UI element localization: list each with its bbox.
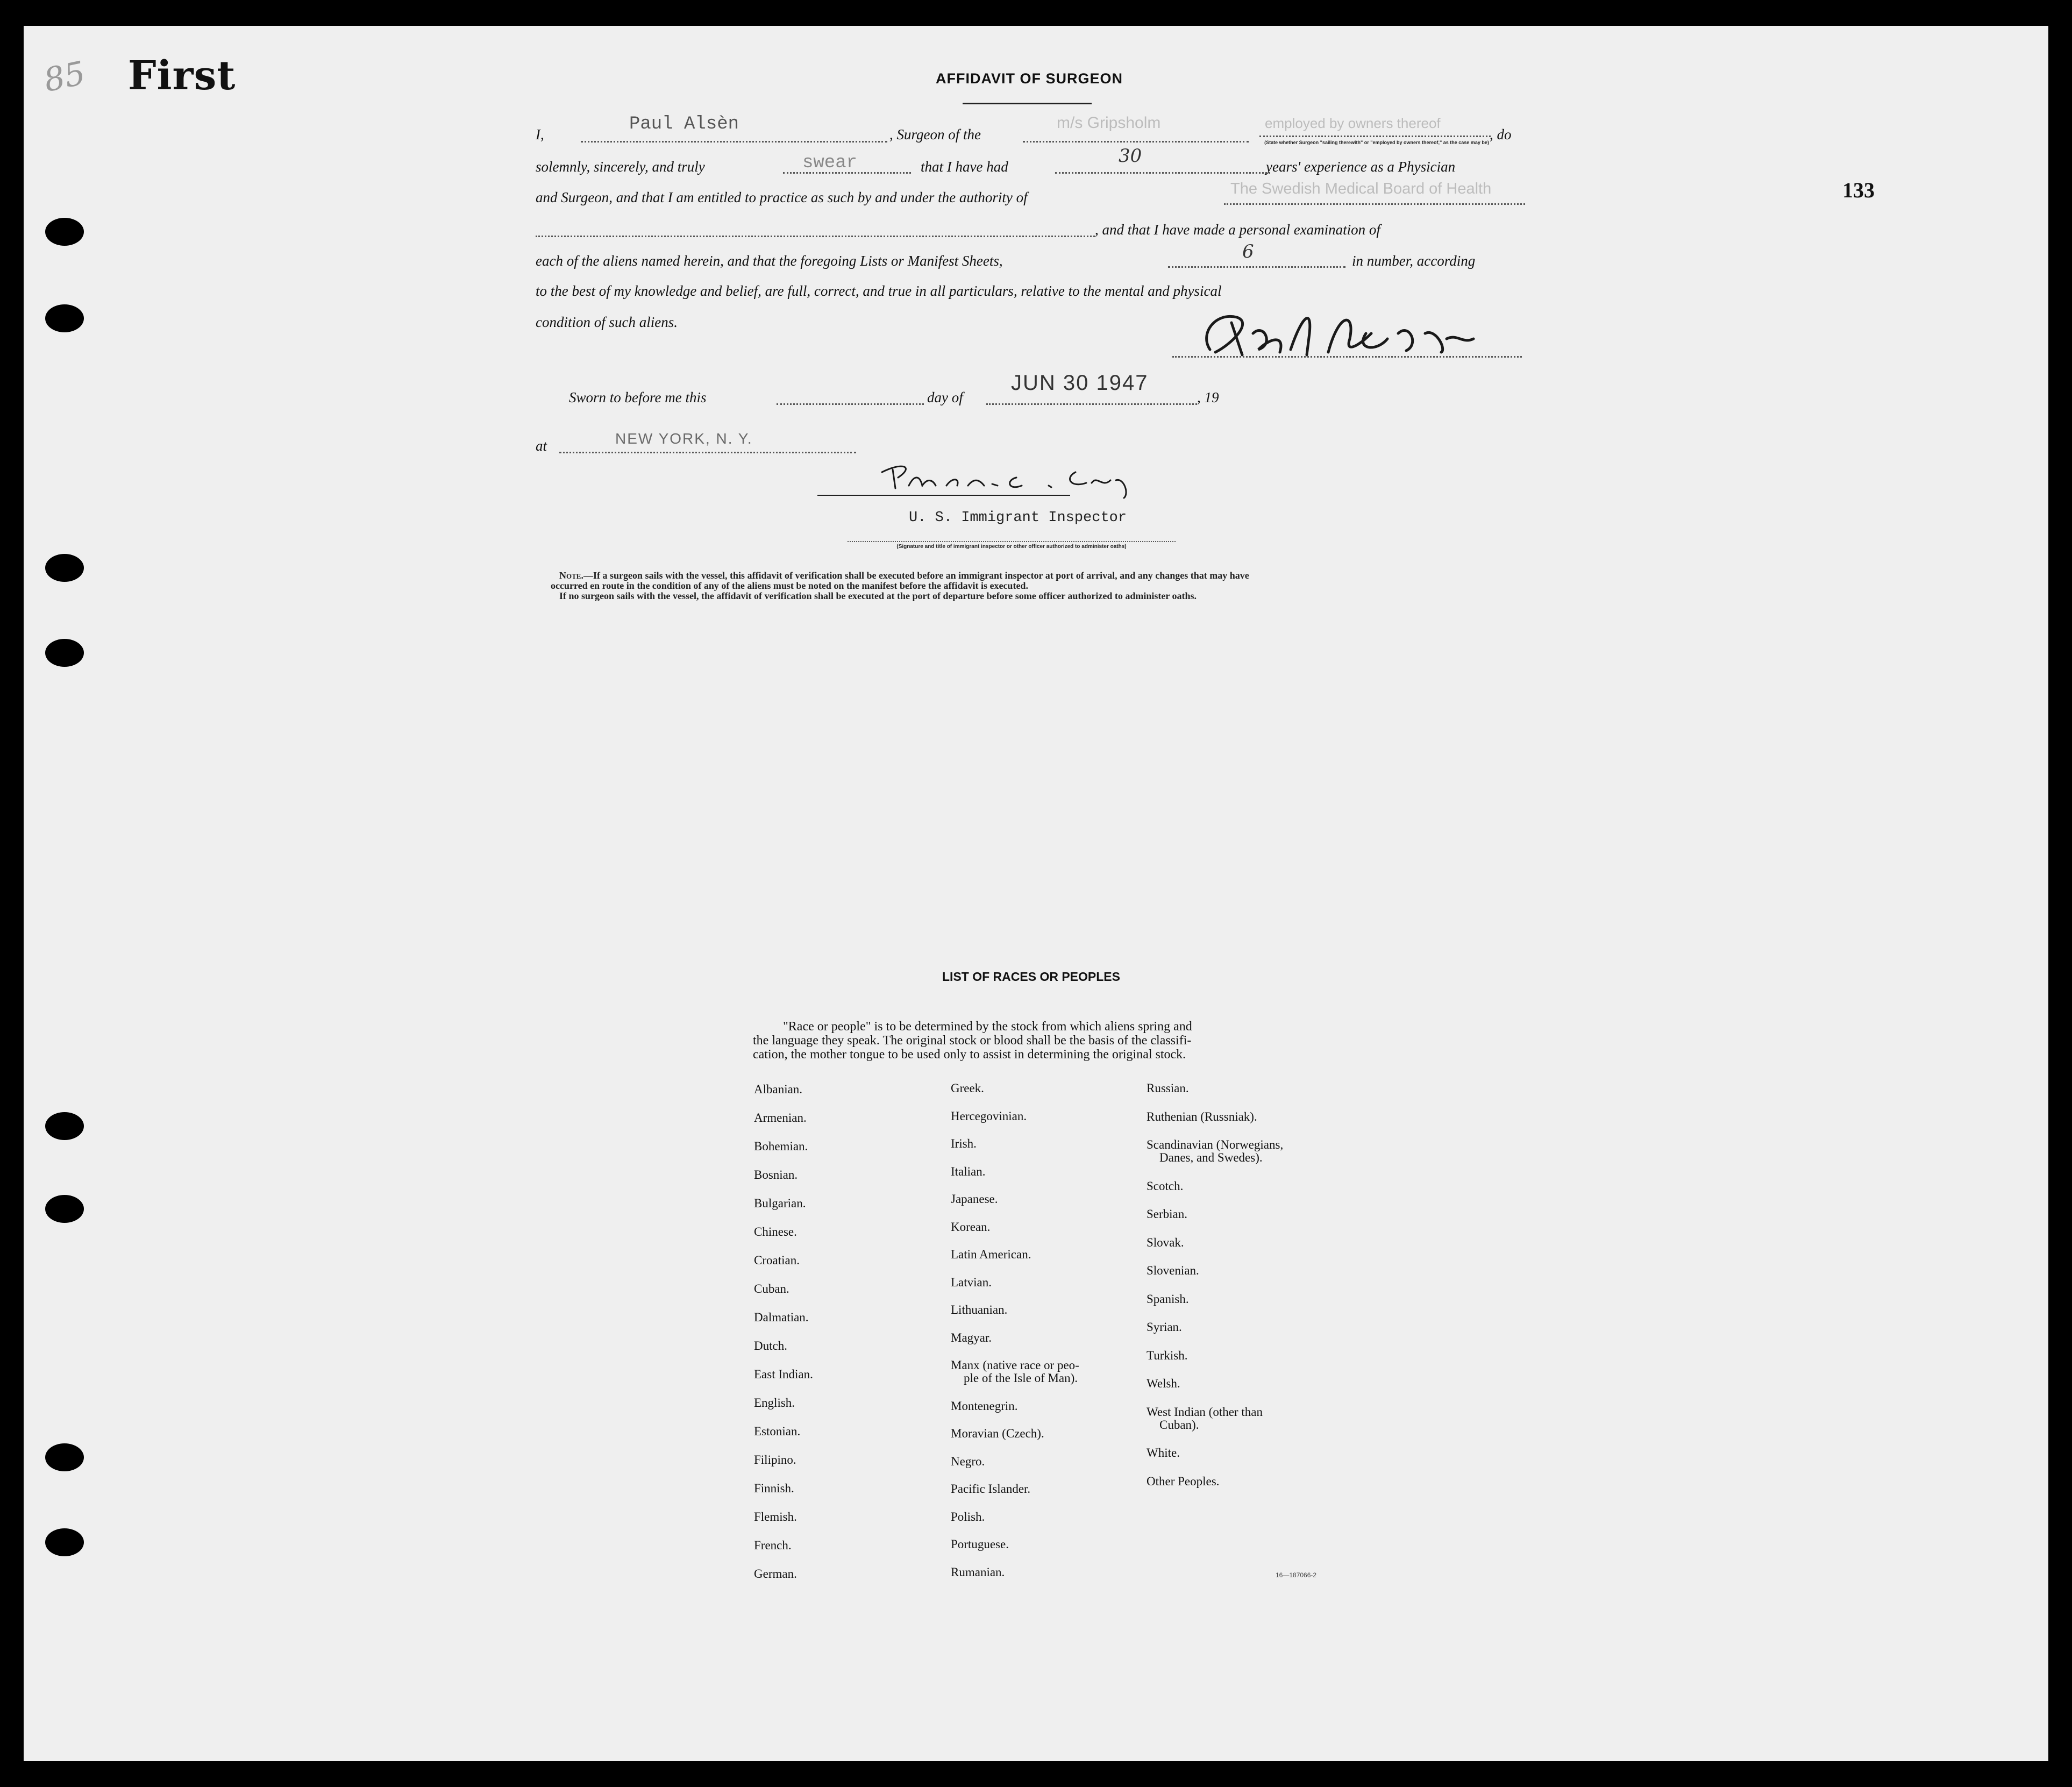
sheets-field-line <box>1168 266 1345 268</box>
race-item: Irish. <box>951 1137 977 1150</box>
note-label: Note. <box>559 570 583 581</box>
race-item: West Indian (other than <box>1147 1405 1263 1419</box>
race-item: Other Peoples. <box>1147 1474 1220 1488</box>
race-item: English. <box>754 1396 795 1409</box>
officer-title-line <box>848 541 1176 542</box>
sheet-number: 133 <box>1842 178 1875 202</box>
race-item: Scandinavian (Norwegians, <box>1147 1138 1284 1151</box>
name-field-line <box>581 141 887 143</box>
sworn-year: , 19 <box>1197 389 1219 405</box>
punch-hole <box>45 1112 84 1140</box>
punch-hole <box>45 1195 84 1223</box>
officer-signature-line <box>817 495 1070 496</box>
race-item: Cuban. <box>754 1282 789 1295</box>
race-item: Cuban). <box>1159 1418 1199 1432</box>
officer-signature <box>871 456 1151 499</box>
race-item: Italian. <box>951 1164 986 1178</box>
race-item: Ruthenian (Russniak). <box>1147 1109 1257 1123</box>
licensing-authority: The Swedish Medical Board of Health <box>1230 180 1492 197</box>
race-item: Danes, and Swedes). <box>1159 1151 1263 1164</box>
note-line-3: If no surgeon sails with the vessel, the affidavit of verification shall be executed at the port of departure before some officer authorized to administer oaths. <box>559 590 1197 601</box>
line1-do: , do <box>1490 126 1512 143</box>
sworn-date-stamp: JUN 30 1947 <box>1011 371 1149 395</box>
sworn-day-of: day of <box>927 389 963 405</box>
punch-hole <box>45 1528 84 1556</box>
sworn-day-line <box>777 403 924 405</box>
form-code: 16—187066-2 <box>1276 1571 1317 1579</box>
race-item: White. <box>1147 1446 1180 1459</box>
race-item: Serbian. <box>1147 1207 1188 1221</box>
race-item: Flemish. <box>754 1510 797 1523</box>
race-item: Korean. <box>951 1220 991 1234</box>
race-item: East Indian. <box>754 1368 813 1381</box>
note-line-2: occurred en route in the condition of any of the aliens must be noted on the manifest before the affidavit is executed. <box>551 580 1028 591</box>
title-underline <box>963 103 1092 104</box>
line3-start: and Surgeon, and that I am entitled to practice as such by and under the authority of <box>536 189 1028 205</box>
handwritten-number: 85 <box>40 54 89 100</box>
race-item: Finnish. <box>754 1482 794 1495</box>
race-item: Japanese. <box>951 1192 998 1206</box>
race-item: Filipino. <box>754 1453 796 1466</box>
race-item: Manx (native race or peo- <box>951 1358 1079 1372</box>
line2-start: solemnly, sincerely, and truly <box>536 159 705 175</box>
race-item: Russian. <box>1147 1081 1189 1095</box>
race-item: French. <box>754 1539 792 1552</box>
employment-note: (State whether Surgeon "sailing therewith" or "employed by owners thereof," as the case may be) <box>1264 140 1489 145</box>
place-line <box>559 452 856 453</box>
oath-word: swear <box>802 153 858 173</box>
employment-status: employed by owners thereof <box>1265 115 1441 131</box>
race-item: Montenegrin. <box>951 1399 1018 1413</box>
race-item: Latin American. <box>951 1248 1031 1261</box>
line4-end: , and that I have made a personal examination of <box>1095 222 1380 238</box>
line6: to the best of my knowledge and belief, are full, correct, and true in all particulars, relative to the mental and physical <box>536 283 1222 299</box>
race-item: Bulgarian. <box>754 1197 806 1210</box>
race-item: Dalmatian. <box>754 1311 809 1324</box>
employment-field-line <box>1259 136 1491 137</box>
note-line-1: —If a surgeon sails with the vessel, this affidavit of verification shall be executed before an immigrant inspector at port of arrival, and any changes that may have <box>583 570 1249 581</box>
vessel-field-line <box>1023 141 1249 143</box>
line5-start: each of the aliens named herein, and that the foregoing Lists or Manifest Sheets, <box>536 253 1003 269</box>
punch-hole <box>45 639 84 667</box>
affidavit-note <box>551 570 1527 601</box>
punch-hole <box>45 1443 84 1471</box>
race-item: German. <box>754 1567 797 1580</box>
line2-mid: that I have had <box>921 159 1008 175</box>
officer-title: U. S. Immigrant Inspector <box>909 510 1127 526</box>
race-item: ple of the Isle of Man). <box>964 1371 1078 1385</box>
line1-surgeon-of: , Surgeon of the <box>889 126 981 143</box>
race-item: Hercegovinian. <box>951 1109 1027 1123</box>
race-item: Croatian. <box>754 1254 800 1267</box>
at-label: at <box>536 438 547 454</box>
punch-hole <box>45 554 84 582</box>
race-item: Scotch. <box>1147 1179 1184 1193</box>
affidavit-title: AFFIDAVIT OF SURGEON <box>936 70 1123 87</box>
race-item: Polish. <box>951 1510 985 1523</box>
signature-line <box>1172 356 1522 358</box>
race-item: Spanish. <box>1147 1292 1189 1306</box>
race-item: Estonian. <box>754 1425 801 1438</box>
race-item: Latvian. <box>951 1275 992 1289</box>
race-item: Syrian. <box>1147 1320 1182 1334</box>
authority-field-line <box>1224 203 1525 205</box>
punch-hole <box>45 218 84 246</box>
intro-line-3: cation, the mother tongue to be used only to assist in determining the original stock. <box>753 1048 1186 1062</box>
authority-continuation-line <box>536 236 1095 237</box>
years-field-line <box>1055 172 1270 174</box>
race-item: Moravian (Czech). <box>951 1427 1044 1440</box>
years-of-experience: 30 <box>1119 145 1142 167</box>
race-item: Pacific Islander. <box>951 1482 1031 1496</box>
race-item: Turkish. <box>1147 1348 1188 1362</box>
intro-line-1: "Race or people" is to be determined by the stock from which aliens spring and <box>783 1020 1192 1034</box>
punch-hole <box>45 304 84 332</box>
race-item: Albanian. <box>754 1083 803 1096</box>
races-title: LIST OF RACES OR PEOPLES <box>942 970 1120 984</box>
officer-caption: (Signature and title of immigrant inspector or other officer authorized to administer oaths) <box>896 544 1127 550</box>
vessel-name: m/s Gripsholm <box>1057 114 1161 132</box>
race-item: Slovak. <box>1147 1235 1184 1249</box>
race-item: Bosnian. <box>754 1168 798 1181</box>
surgeon-name: Paul Alsèn <box>629 114 739 134</box>
race-item: Dutch. <box>754 1339 787 1352</box>
place-stamp: NEW YORK, N. Y. <box>615 430 753 447</box>
line5-end: in number, according <box>1352 253 1476 269</box>
line1-i: I, <box>536 126 544 143</box>
race-item: Lithuanian. <box>951 1303 1008 1316</box>
race-item: Bohemian. <box>754 1140 808 1153</box>
race-item: Portuguese. <box>951 1537 1009 1551</box>
race-item: Armenian. <box>754 1111 807 1124</box>
intro-line-2: the language they speak. The original stock or blood shall be the basis of the classifi- <box>753 1034 1192 1048</box>
line2-end: years' experience as a Physician <box>1266 159 1456 175</box>
race-item: Magyar. <box>951 1330 992 1344</box>
first-stamp: First <box>128 53 236 99</box>
sheets-count: 6 <box>1242 241 1254 262</box>
races-intro <box>753 1020 1323 1062</box>
race-item: Negro. <box>951 1454 985 1468</box>
race-item: Welsh. <box>1147 1377 1180 1390</box>
line7: condition of such aliens. <box>536 314 678 330</box>
sworn-start: Sworn to before me this <box>569 389 707 405</box>
race-item: Chinese. <box>754 1225 797 1238</box>
race-item: Greek. <box>951 1081 984 1095</box>
race-item: Rumanian. <box>951 1565 1005 1579</box>
race-item: Slovenian. <box>1147 1264 1199 1277</box>
sworn-month-line <box>986 403 1197 405</box>
